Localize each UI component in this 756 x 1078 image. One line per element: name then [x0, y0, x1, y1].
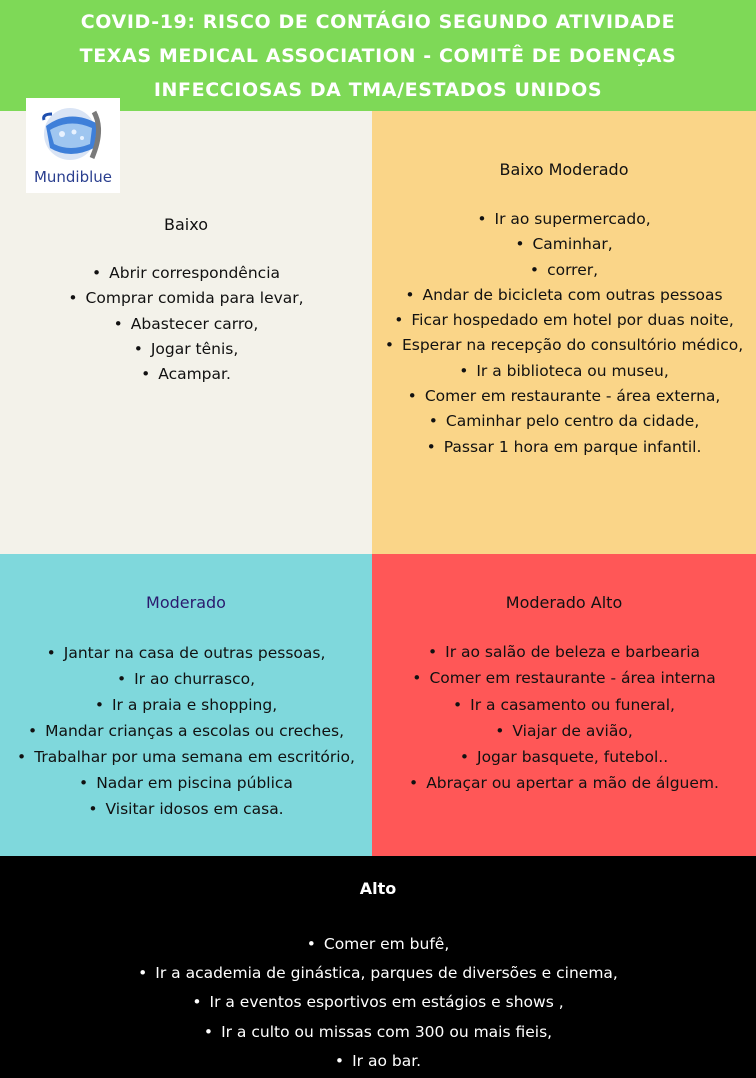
- list-item: • Abraçar ou apertar a mão de álguem.: [372, 770, 756, 796]
- quadrant-title: Alto: [359, 879, 397, 898]
- page-header: [0, 0, 756, 111]
- list-item: • Ir a casamento ou funeral,: [372, 692, 756, 718]
- header-title-line-2: TEXAS MEDICAL ASSOCIATION - COMITÊ DE DOENÇAS: [79, 44, 677, 67]
- list-item: • Visitar idosos em casa.: [0, 796, 372, 822]
- list-item: • Ficar hospedado em hotel por duas noite,: [372, 308, 756, 333]
- activity-list: [0, 640, 372, 822]
- list-item: • Abastecer carro,: [0, 312, 372, 337]
- list-item: • Esperar na recepção do consultório médico,: [372, 333, 756, 358]
- list-item: • Nadar em piscina pública: [0, 770, 372, 796]
- list-item: • Acampar.: [0, 362, 372, 387]
- list-item: • Ir a culto ou missas com 300 ou mais fieis,: [0, 1018, 756, 1047]
- list-item: • Abrir correspondência: [0, 261, 372, 286]
- quadrant-title: Baixo Moderado: [499, 160, 629, 179]
- list-item: • Jogar tênis,: [0, 337, 372, 362]
- activity-list: [372, 639, 756, 797]
- list-item: • Caminhar pelo centro da cidade,: [372, 409, 756, 434]
- list-item: • Trabalhar por uma semana em escritório,: [0, 744, 372, 770]
- list-item: • Ir a eventos esportivos em estágios e shows ,: [0, 988, 756, 1017]
- list-item: • Andar de bicicleta com outras pessoas: [372, 283, 756, 308]
- list-item: • Passar 1 hora em parque infantil.: [372, 435, 756, 460]
- list-item: • Ir ao supermercado,: [372, 207, 756, 232]
- list-item: • Comer em bufê,: [0, 930, 756, 959]
- list-item: • Ir ao salão de beleza e barbearia: [372, 639, 756, 665]
- quadrant-moderado-alto: [372, 554, 756, 856]
- quadrant-baixo-moderado: [372, 111, 756, 554]
- list-item: • Ir a academia de ginástica, parques de diversões e cinema,: [0, 959, 756, 988]
- list-item: • Jogar basquete, futebol..: [372, 744, 756, 770]
- header-title-line-3: INFECCIOSAS DA TMA/ESTADOS UNIDOS: [153, 78, 603, 101]
- mundiblue-logo: [26, 98, 120, 193]
- quadrant-title: Baixo: [164, 215, 208, 234]
- list-item: • Ir a biblioteca ou museu,: [372, 359, 756, 384]
- globe-mask-icon: [40, 104, 104, 164]
- list-item: • Ir ao churrasco,: [0, 666, 372, 692]
- list-item: • Comprar comida para levar,: [0, 286, 372, 311]
- list-item: • Jantar na casa de outras pessoas,: [0, 640, 372, 666]
- activity-list: [0, 261, 372, 387]
- list-item: • Ir a praia e shopping,: [0, 692, 372, 718]
- list-item: • Caminhar,: [372, 232, 756, 257]
- quadrant-title: Moderado: [146, 593, 226, 612]
- logo-text: Mundiblue: [33, 168, 113, 186]
- quadrant-alto: [0, 856, 756, 1078]
- list-item: • Viajar de avião,: [372, 718, 756, 744]
- list-item: • Comer em restaurante - área interna: [372, 665, 756, 691]
- list-item: • Comer em restaurante - área externa,: [372, 384, 756, 409]
- activity-list: [0, 930, 756, 1076]
- quadrant-title: Moderado Alto: [505, 593, 623, 612]
- list-item: • Ir ao bar.: [0, 1047, 756, 1076]
- header-title-line-1: COVID-19: RISCO DE CONTÁGIO SEGUNDO ATIVIDADE: [80, 10, 676, 33]
- list-item: • Mandar crianças a escolas ou creches,: [0, 718, 372, 744]
- quadrant-moderado: [0, 554, 372, 856]
- list-item: • correr,: [372, 258, 756, 283]
- activity-list: [372, 207, 756, 460]
